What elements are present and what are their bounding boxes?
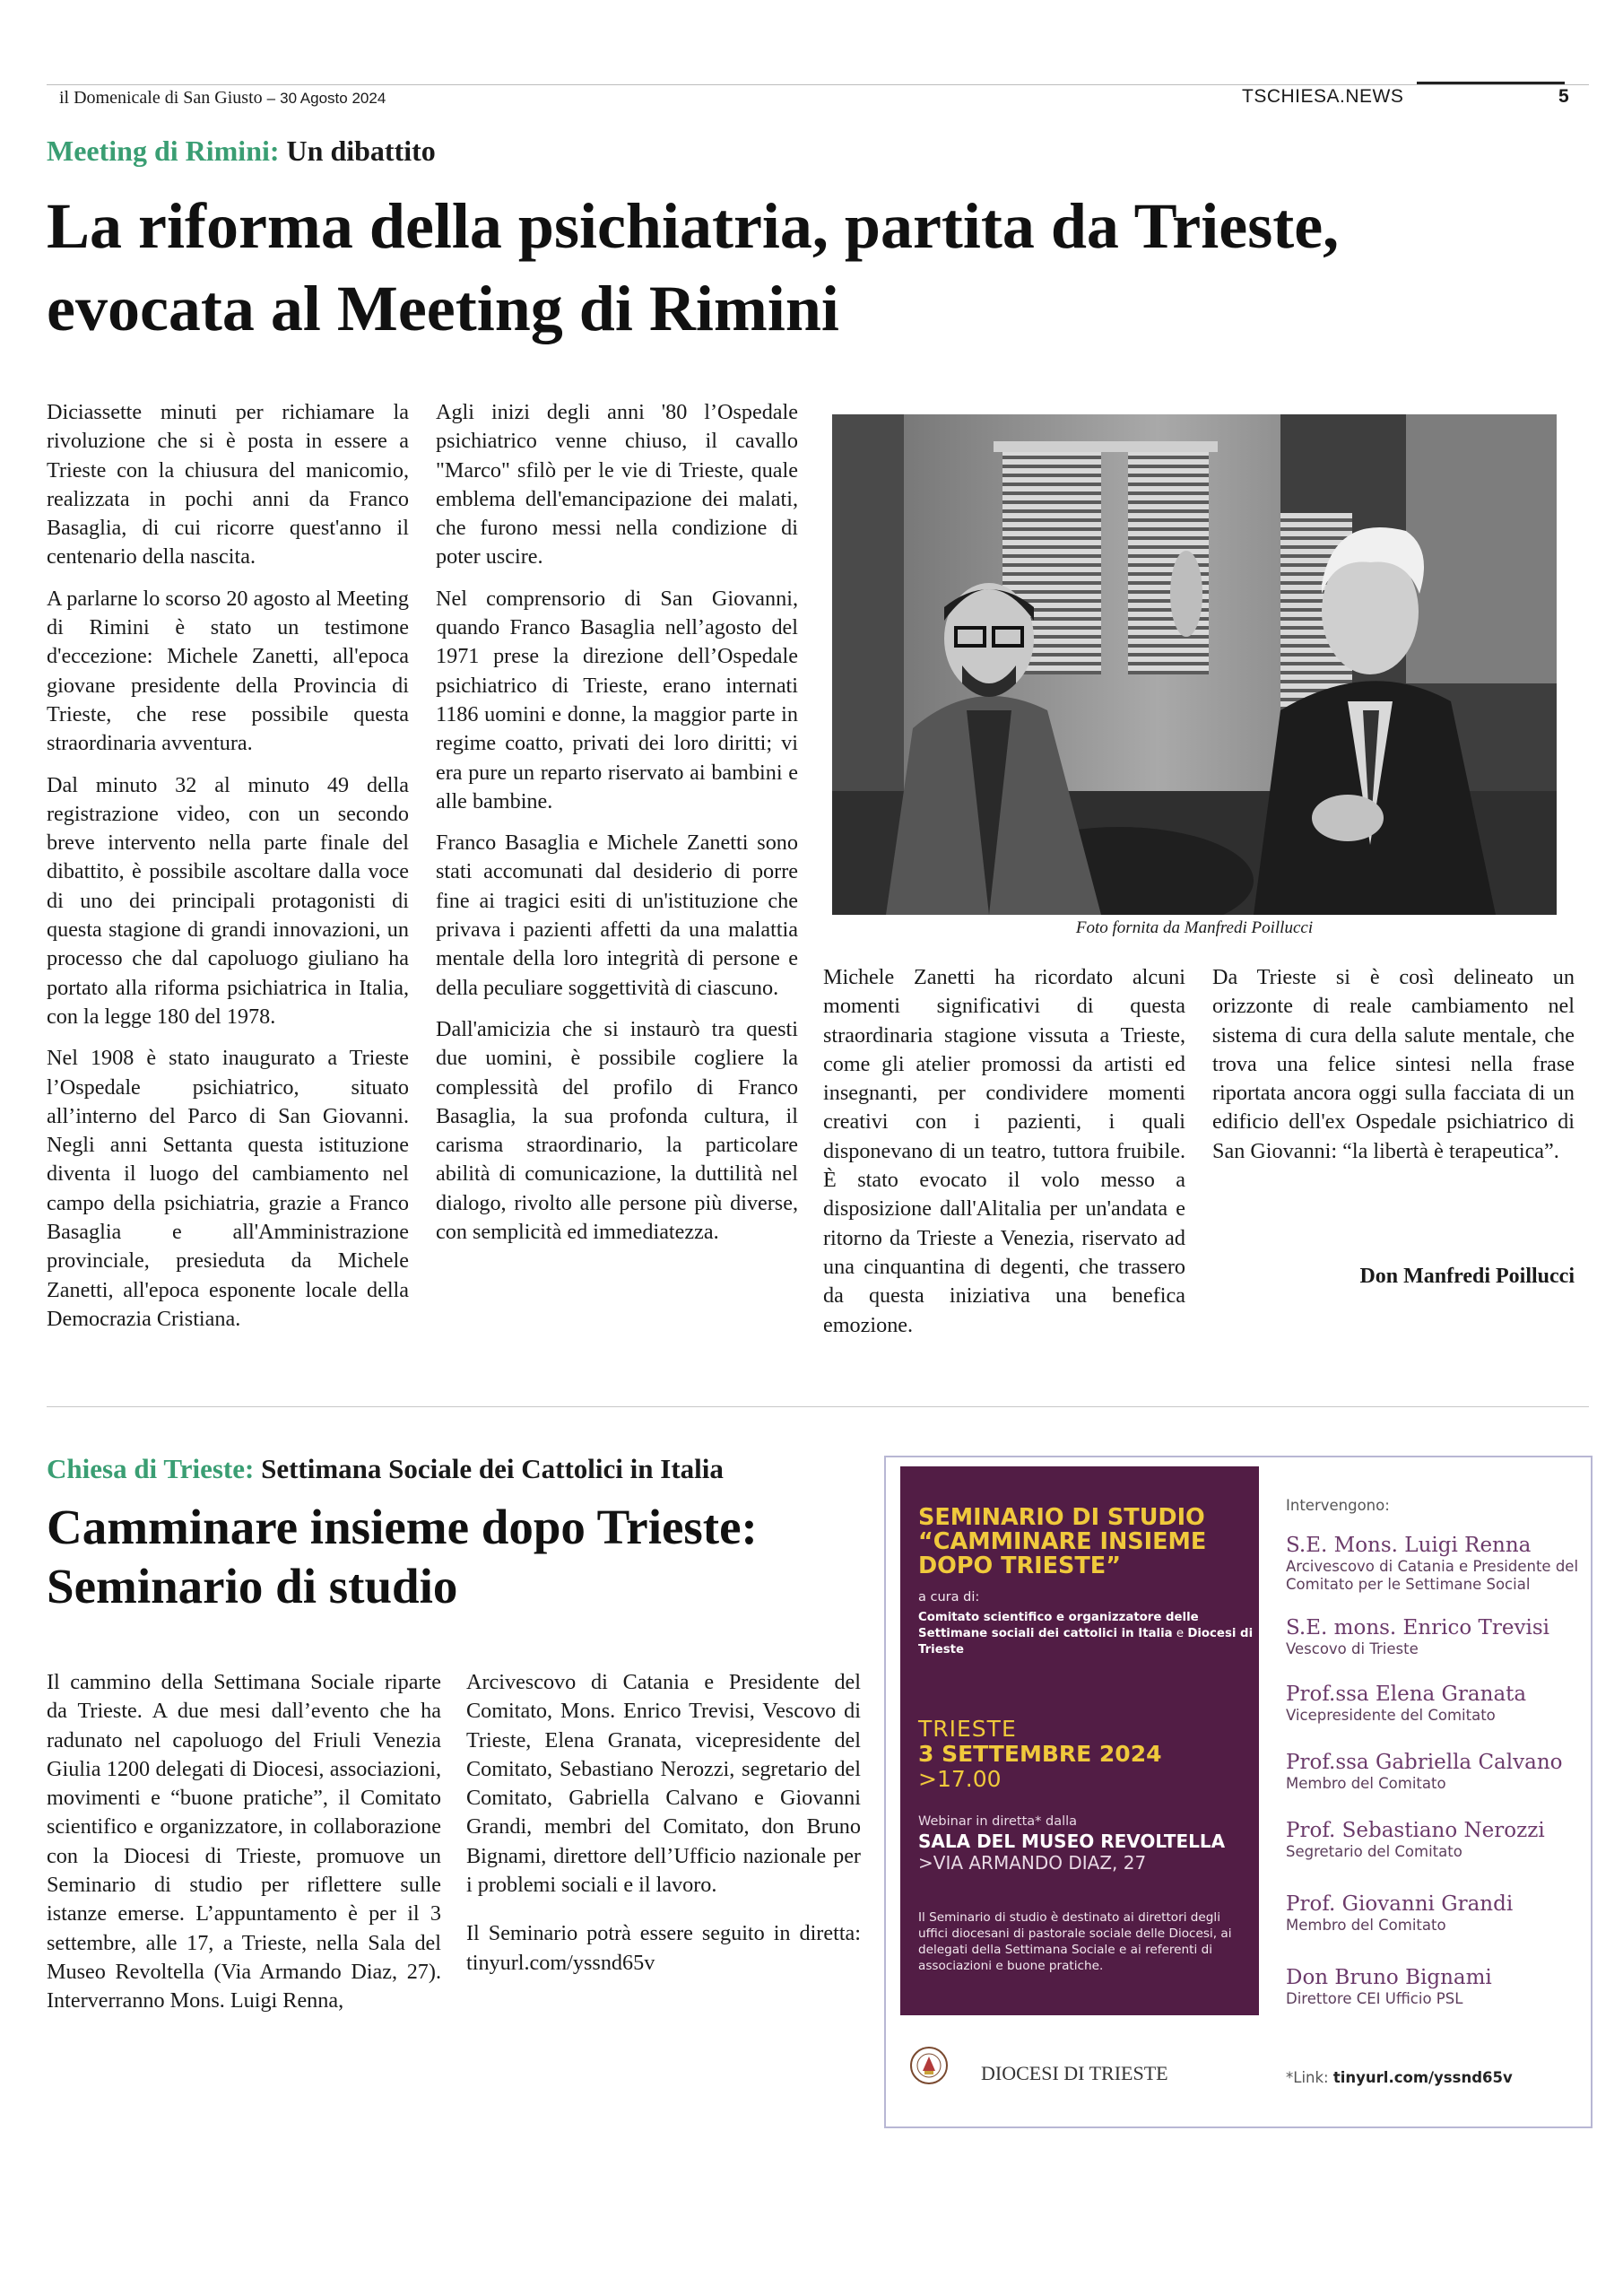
paragraph: Diciassette minuti per richiamare la rivoluzione che si è posta in essere a Trieste con la chiusura del manicomio, realizzata in pochi anni da Franco Basaglia, di cui ricorre quest'anno il centenario della nascita.	[47, 400, 409, 570]
paragraph: Da Trieste si è così delineato un orizzonte di reale cambiamento nel sistema di cura della salute mentale, che trova una felice sintesi nella frase riportata ancora oggi sulla facciata di un edificio dell'ex Ospedale psichiatrico di San Giovanni: “la libertà è terapeutica”.	[1212, 965, 1575, 1163]
article2-column-2	[466, 1668, 861, 1990]
speaker-name: Don Bruno Bignami	[1286, 1966, 1492, 1989]
poster-address: >VIA ARMANDO DIAZ, 27	[918, 1852, 1147, 1874]
poster-diocese-logo-text: DIOCESI DI TRIESTE	[981, 2062, 1168, 2084]
paragraph: Nel comprensorio di San Giovanni, quando Franco Basaglia nell’agosto del 1971 prese la direzione dell’Ospedale psichiatrico di Trieste, erano internati 1186 uomini e donne, la maggior parte in regime coatto, privati dei loro diritti; vi era pure un reparto riservato ai bambini e alle bambine.	[436, 586, 798, 813]
date-separator: –	[266, 90, 276, 107]
article1-column-1	[47, 398, 409, 1346]
article2-headline-line1: Camminare insieme dopo Trieste:	[47, 1500, 758, 1554]
poster-time: >17.00	[918, 1766, 1002, 1792]
speaker-name: Prof.ssa Gabriella Calvano	[1286, 1751, 1563, 1774]
article2-headline-line2: Seminario di studio	[47, 1559, 458, 1613]
speaker-name: Prof.ssa Elena Granata	[1286, 1683, 1527, 1706]
page-number: 5	[1558, 86, 1569, 107]
speaker-item	[1286, 1965, 1591, 2008]
seminar-poster	[884, 1456, 1593, 2128]
speaker-item	[1286, 1818, 1591, 1861]
speaker-role: Direttore CEI Ufficio PSL	[1286, 1990, 1463, 2007]
speaker-item	[1286, 1533, 1591, 1594]
speaker-item	[1286, 1615, 1591, 1658]
poster-link-url[interactable]: tinyurl.com/yssnd65v	[1332, 2069, 1513, 2086]
poster-date: 3 SETTEMBRE 2024	[918, 1741, 1162, 1767]
speaker-name: Prof. Sebastiano Nerozzi	[1286, 1819, 1545, 1842]
poster-venue: SALA DEL MUSEO REVOLTELLA	[918, 1831, 1226, 1852]
paragraph: Agli inizi degli anni '80 l’Ospedale psichiatrico venne chiuso, il cavallo "Marco" sfilò per le vie di Trieste, quale emblema dell'emancipazione dei malati, che furono messi nella condizione di poter uscire.	[436, 400, 798, 570]
paragraph: Dal minuto 32 al minuto 49 della registrazione video, con un secondo breve intervento nella parte finale del dibattito, è possibile ascoltare dalla voce di uno dei principali protagonisti di questa stagione di grandi innovazioni, un processo che dal capoluogo giuliano ha portato alla riforma psichiatrica in Italia, con la legge 180 del 1978.	[47, 772, 409, 1029]
paragraph: Nel 1908 è stato inaugurato a Trieste l’Ospedale psichiatrico, situato all’interno del Parco di San Giovanni. Negli anni Settanta questa istituzione diventa il luogo del cambiamento nel campo della psichiatria, grazie a Franco Basaglia e all'Amministrazione provinciale, presieduta da Michele Zanetti, all'epoca esponente locale della Democrazia Cristiana.	[47, 1046, 409, 1331]
article2-kicker	[47, 1453, 724, 1485]
speaker-role: Vicepresidente del Comitato	[1286, 1707, 1496, 1724]
section-divider	[47, 1406, 1589, 1407]
speaker-role: Vescovo di Trieste	[1286, 1640, 1419, 1657]
publication-name: il Domenicale di San Giusto	[59, 88, 263, 108]
publication-date: 30 Agosto 2024	[280, 90, 386, 107]
poster-info-panel	[900, 1466, 1259, 2015]
speaker-name: S.E. mons. Enrico Trevisi	[1286, 1616, 1550, 1639]
speaker-item	[1286, 1892, 1591, 1935]
article2-column-1	[47, 1668, 441, 2029]
article1-kicker-topic: Un dibattito	[286, 135, 436, 167]
article2-kicker-section: Chiesa di Trieste:	[47, 1453, 255, 1484]
speaker-role: Membro del Comitato	[1286, 1775, 1446, 1792]
publication-line	[59, 88, 386, 109]
poster-organizer-and: e	[1176, 1627, 1185, 1640]
article1-headline-line1: La riforma della psichiatria, partita da Trieste,	[47, 190, 1340, 262]
photo-caption: Foto fornita da Manfredi Poillucci	[1075, 918, 1314, 937]
poster-organizer-diocese: Diocesi di Trieste	[918, 1627, 1254, 1657]
poster-organizer-committee: Comitato scientifico e organizzatore delle Settimane sociali dei cattolici in Italia	[918, 1611, 1199, 1640]
article1-headline-line2: evocata al Meeting di Rimini	[47, 273, 839, 344]
header-rule-accent	[1417, 82, 1565, 84]
article1-column-3	[823, 963, 1185, 1352]
article2-kicker-topic: Settimana Sociale dei Cattolici in Italia	[261, 1453, 724, 1484]
speaker-role: Segretario del Comitato	[1286, 1843, 1462, 1860]
site-name: TSCHIESA.NEWS	[1242, 86, 1404, 107]
header-rule	[47, 84, 1589, 85]
speaker-item	[1286, 1682, 1591, 1725]
article1-headline	[47, 185, 1589, 350]
paragraph: Dall'amicizia che si instaurò tra questi due uomini, è possibile cogliere la complessità del profilo di Franco Basaglia, la sua profonda cultura, il carisma straordinario, la particolare abilità di comunicazione, la duttilità nel dialogo, rivolto alle persone più diverse, con semplicità ed immediatezza.	[436, 1016, 798, 1245]
poster-title: SEMINARIO DI STUDIO “CAMMINARE INSIEME DOPO TRIESTE”	[918, 1504, 1207, 1579]
diocese-seal-icon	[909, 2046, 949, 2085]
paragraph: Michele Zanetti ha ricordato alcuni momenti significativi di questa straordinaria stagione vissuta a Trieste, come gli atelier promossi da artisti ed insegnanti, per condividere momenti creativi con i pazienti, i quali disponevano di un teatro, tuttora fruibile. È stato evocato il volo messo a disposizione dall'Alitalia per un'andata e ritorno da Trieste a Venezia, riservato ad una cinquantina di degenti, che trassero da questa iniziativa una benefica emozione.	[823, 965, 1185, 1337]
poster-organizers	[918, 1610, 1259, 1658]
article1-signature: Don Manfredi Poillucci	[1359, 1265, 1575, 1288]
article1-column-2	[436, 398, 798, 1259]
paragraph: Il Seminario potrà essere seguito in diretta: tinyurl.com/yssnd65v	[466, 1921, 861, 1975]
paragraph: Franco Basaglia e Michele Zanetti sono stati accomunati dal desiderio di porre fine ai tragici esiti di un'istituzione che privava i pazienti affetti da una malattia mentale della loro integrità di persone e della peculiare soggettività di ciascuno.	[436, 831, 798, 1000]
paragraph: Il cammino della Settimana Sociale riparte da Trieste. A due mesi dall’evento che ha radunato nel capoluogo del Friuli Venezia Giulia 1200 delegati di Diocesi, associazioni, movimenti e “buone pratiche”, il Comitato scientifico e organizzatore, in collaborazione con la Diocesi di Trieste, promuove un Seminario di studio per riflettere sulle istanze emerse. L’appuntamento è per il 3 settembre, alle 17, a Trieste, nella Sala del Museo Revoltella (Via Armando Diaz, 27). Interverranno Mons. Luigi Renna,	[47, 1670, 441, 2013]
poster-link-label: *Link:	[1286, 2069, 1329, 2086]
article1-kicker	[47, 135, 436, 168]
paragraph: Arcivescovo di Catania e Presidente del Comitato, Mons. Enrico Trevisi, Vescovo di Trieste, Elena Granata, vicepresidente del Comitato, Sebastiano Nerozzi, segretario del Comitato, Gabriella Calvano e Giovanni Grandi, membri del Comitato, don Bruno Bignami, direttore dell’Ufficio nazionale per i problemi sociali e il lavoro.	[466, 1670, 861, 1898]
poster-speakers-heading: Intervengono:	[1286, 1497, 1390, 1514]
photo-illustration	[832, 414, 1557, 915]
poster-webinar-label: Webinar in diretta* dalla	[918, 1814, 1078, 1829]
poster-cura-label: a cura di:	[918, 1590, 980, 1605]
article2-headline	[47, 1498, 854, 1616]
poster-city: TRIESTE	[918, 1716, 1017, 1742]
speaker-item	[1286, 1750, 1591, 1793]
speaker-name: Prof. Giovanni Grandi	[1286, 1892, 1514, 1916]
speaker-name: S.E. Mons. Luigi Renna	[1286, 1534, 1532, 1557]
speaker-role: Arcivescovo di Catania e Presidente del Comitato per le Settimane Social	[1286, 1558, 1579, 1593]
article-photo	[832, 414, 1557, 915]
speaker-role: Membro del Comitato	[1286, 1917, 1446, 1934]
poster-description: Il Seminario di studio è destinato ai direttori degli uffici diocesani di pastorale sociale delle Diocesi, ai delegati della Settimana Sociale e ai referenti di associazioni e buone pratiche.	[918, 1910, 1232, 1973]
article1-kicker-section: Meeting di Rimini:	[47, 135, 280, 167]
article1-column-4	[1212, 963, 1575, 1178]
paragraph: A parlarne lo scorso 20 agosto al Meeting di Rimini è stato un testimone d'eccezione: Michele Zanetti, all'epoca giovane presidente della Provincia di Trieste, che rese possibile questa straordinaria avventura.	[47, 586, 409, 756]
poster-link	[1286, 2069, 1513, 2086]
